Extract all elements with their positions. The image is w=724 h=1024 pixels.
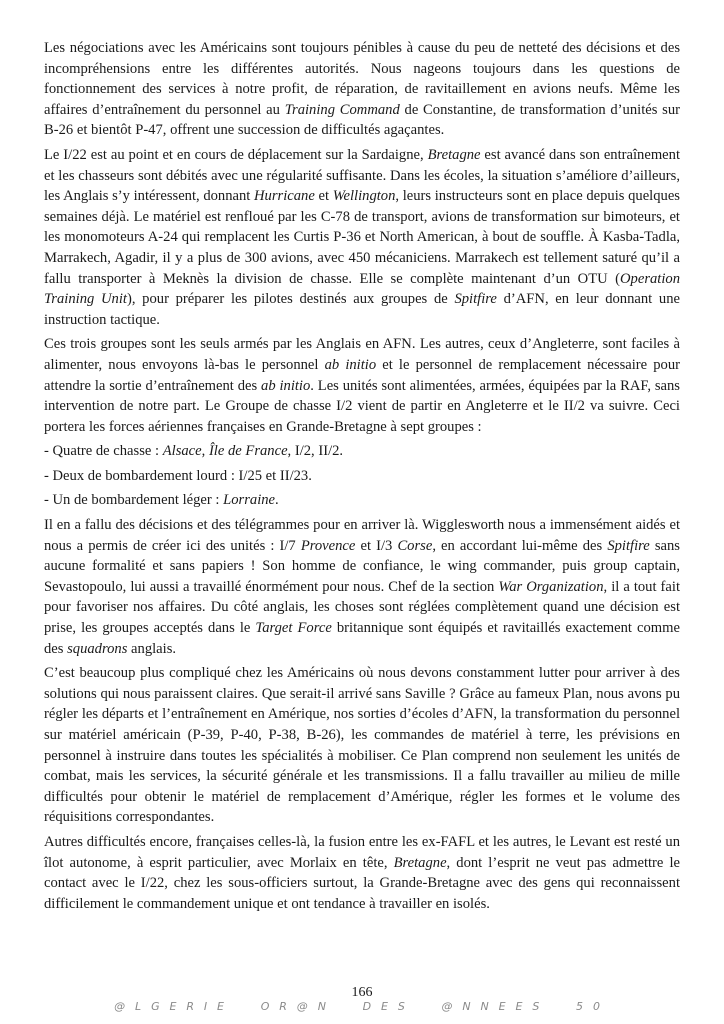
text-run: C’est beaucoup plus compliqué chez les Américains où nous devons constamment lutter pour arriver à des solutions qui nous paraissent claires. Que serait-il arrivé sans Saville ? Grâce au fameux Plan, nous avons pu régler les départs et l’entraînement en Amérique, nos sorties d’écoles d’AFN, la transformation du personnel sur matériel américain (P-39, P-40, P-38, B-26), les commandes de matériel à terre, les prévisions en personnel à instruire dans toutes les spécialités à mobiliser. Ce Plan comprend non seulement les unités de combat, mais les services, la sécurité générale et les transmissions. Il a fallu travailler au milieu de mille difficultés pour obtenir le matériel de remplacement d’Amérique, régler les formes et le volume des réquisitions correspondantes. — [44, 665, 680, 826]
text-run: est avancé dans son entraînement et les chasseurs sont débités avec une régularité suffisante. Dans les écoles, la situation s’améliore d’ailleurs, les Anglais s’y intéressent, donnant — [44, 146, 680, 205]
paragraph — [44, 334, 680, 437]
text-run: - Deux de bombardement lourd : I/25 et II/23. — [44, 467, 312, 484]
italic-term: Spitfire — [454, 291, 497, 308]
text-run: ), pour préparer les pilotes destinés aux groupes de — [126, 291, 455, 308]
text-run: - Quatre de chasse : — [44, 443, 163, 460]
paragraph — [44, 38, 680, 141]
unit-list — [44, 441, 680, 511]
list-item — [44, 466, 680, 487]
text-run: Le I/22 est au point et en cours de déplacement sur la Sardaigne, — [44, 146, 428, 163]
italic-term: Alsace — [162, 443, 202, 460]
italic-term: Corse — [397, 537, 433, 554]
italic-term: squadrons — [67, 640, 128, 657]
text-run: d’AFN, en leur donnant une instruction tactique. — [44, 291, 680, 328]
list-item — [44, 441, 680, 462]
italic-term: Target Force — [255, 620, 332, 637]
text-run: et le personnel de remplacement nécessaire pour attendre la sortie d’entraînement des — [44, 356, 680, 394]
list-item — [44, 490, 680, 511]
text-run: et — [314, 188, 333, 205]
text-run: de Constantine, de transformation d’unités sur B-26 et bientôt P-47, offrent une succession de difficultés agaçantes. — [44, 101, 680, 139]
italic-term: Training Command — [284, 101, 400, 118]
text-run: . Les unités sont alimentées, armées, équipées par la RAF, sans intervention de notre part. Le Groupe de chasse I/2 vient de partir en Angleterre et le II/2 va suivre. Ceci portera les forces aériennes françaises en Grande-Bretagne à sept groupes : — [44, 377, 680, 435]
text-run: britannique sont équipés et ravitaillés exactement comme des — [44, 620, 680, 657]
page-body — [44, 38, 680, 918]
italic-term: Provence — [300, 537, 356, 554]
text-run: Les négociations avec les Américains sont toujours pénibles à cause du peu de netteté des décisions et des incompréhensions entre les différentes autorités. Nous nageons toujours dans les questions de fonctionnement des services à notre profit, de réparation, de ravitaillement en avions neufs. Même les affaires d’entraînement du personnel au — [44, 40, 680, 118]
paragraph — [44, 515, 680, 659]
text-run: , en accordant lui-même des — [432, 537, 608, 554]
italic-term: Wellington — [332, 188, 396, 205]
paragraph — [44, 663, 680, 828]
text-run: , dont l’esprit ne veut pas admettre le contact avec le I/22, chez les sous-officiers surtout, la Grande-Bretagne avec des gens qui reconnaissent difficilement le commandement unique et ont tendance à travailler en isolés. — [44, 854, 681, 912]
text-run: Ces trois groupes sont les seuls armés par les Anglais en AFN. Les autres, ceux d’Angleterre, sont faciles à alimenter, nous envoyons là-bas le personnel — [44, 336, 680, 373]
text-run: , leurs instructeurs sont en place depuis quelques semaines déjà. Le matériel est renfloué par les C-78 de transport, avions de transformation sur bimoteurs, et les monomoteurs A-24 qui remplacent les Curtis P-36 et North American, à bout de souffle. À Kasba-Tadla, Marrakech, Agadir, il y a plus de 300 avions, avec 450 mécaniciens. Marrakech est tellement saturé qu’il a fallu transporter à Meknès la division de chasse. Elle se complète maintenant d’un OTU ( — [44, 188, 680, 287]
italic-term: Operation Training Unit — [44, 270, 680, 308]
text-run: anglais. — [127, 640, 177, 657]
paragraph-group-2 — [44, 515, 680, 914]
text-run: . — [275, 492, 279, 509]
text-run: , il a tout fait pour favoriser nos affaires. Du côté anglais, les choses sont réglées complètement quand une décision est prise, les groupes acceptés dans le — [44, 578, 680, 637]
page-number: 166 — [351, 985, 373, 1000]
italic-term: Île de France — [208, 443, 288, 460]
text-run: Il en a fallu des décisions et des télégrammes pour en arriver là. Wigglesworth nous a immensément aidés et nous a permis de créer ici des unités : I/7 — [44, 517, 680, 554]
text-run: - Un de bombardement léger : — [44, 492, 224, 509]
text-run: Autres difficultés encore, françaises celles-là, la fusion entre les ex-FAFL et les autres, le Levant est resté un îlot autonome, à esprit particulier, avec Morlaix en tête, — [44, 833, 680, 871]
italic-term: War Organization — [498, 578, 604, 595]
italic-term: ab initio — [324, 356, 377, 373]
italic-term: Bretagne — [427, 146, 481, 163]
text-run: et I/3 — [355, 537, 398, 554]
italic-term: Spitfire — [607, 537, 650, 554]
paragraph — [44, 145, 680, 330]
italic-term: Bretagne — [393, 854, 447, 871]
paragraph — [44, 832, 680, 914]
text-run: , — [201, 443, 209, 460]
text-run: , I/2, II/2. — [287, 443, 344, 460]
italic-term: ab initio — [261, 377, 311, 394]
italic-term: Hurricane — [254, 188, 315, 205]
paragraph-group-1 — [44, 38, 680, 437]
text-run: sans aucune formalité et sans papiers ! Son homme de confiance, le wing commander, puis group captain, Sevastopoulo, lui aussi a travaillé énormément pour nous. Chef de la section — [44, 537, 680, 595]
footer-banner: @LGERIE OR@N DES @NNEES 50 — [114, 1000, 610, 1013]
italic-term: Lorraine — [223, 492, 276, 509]
